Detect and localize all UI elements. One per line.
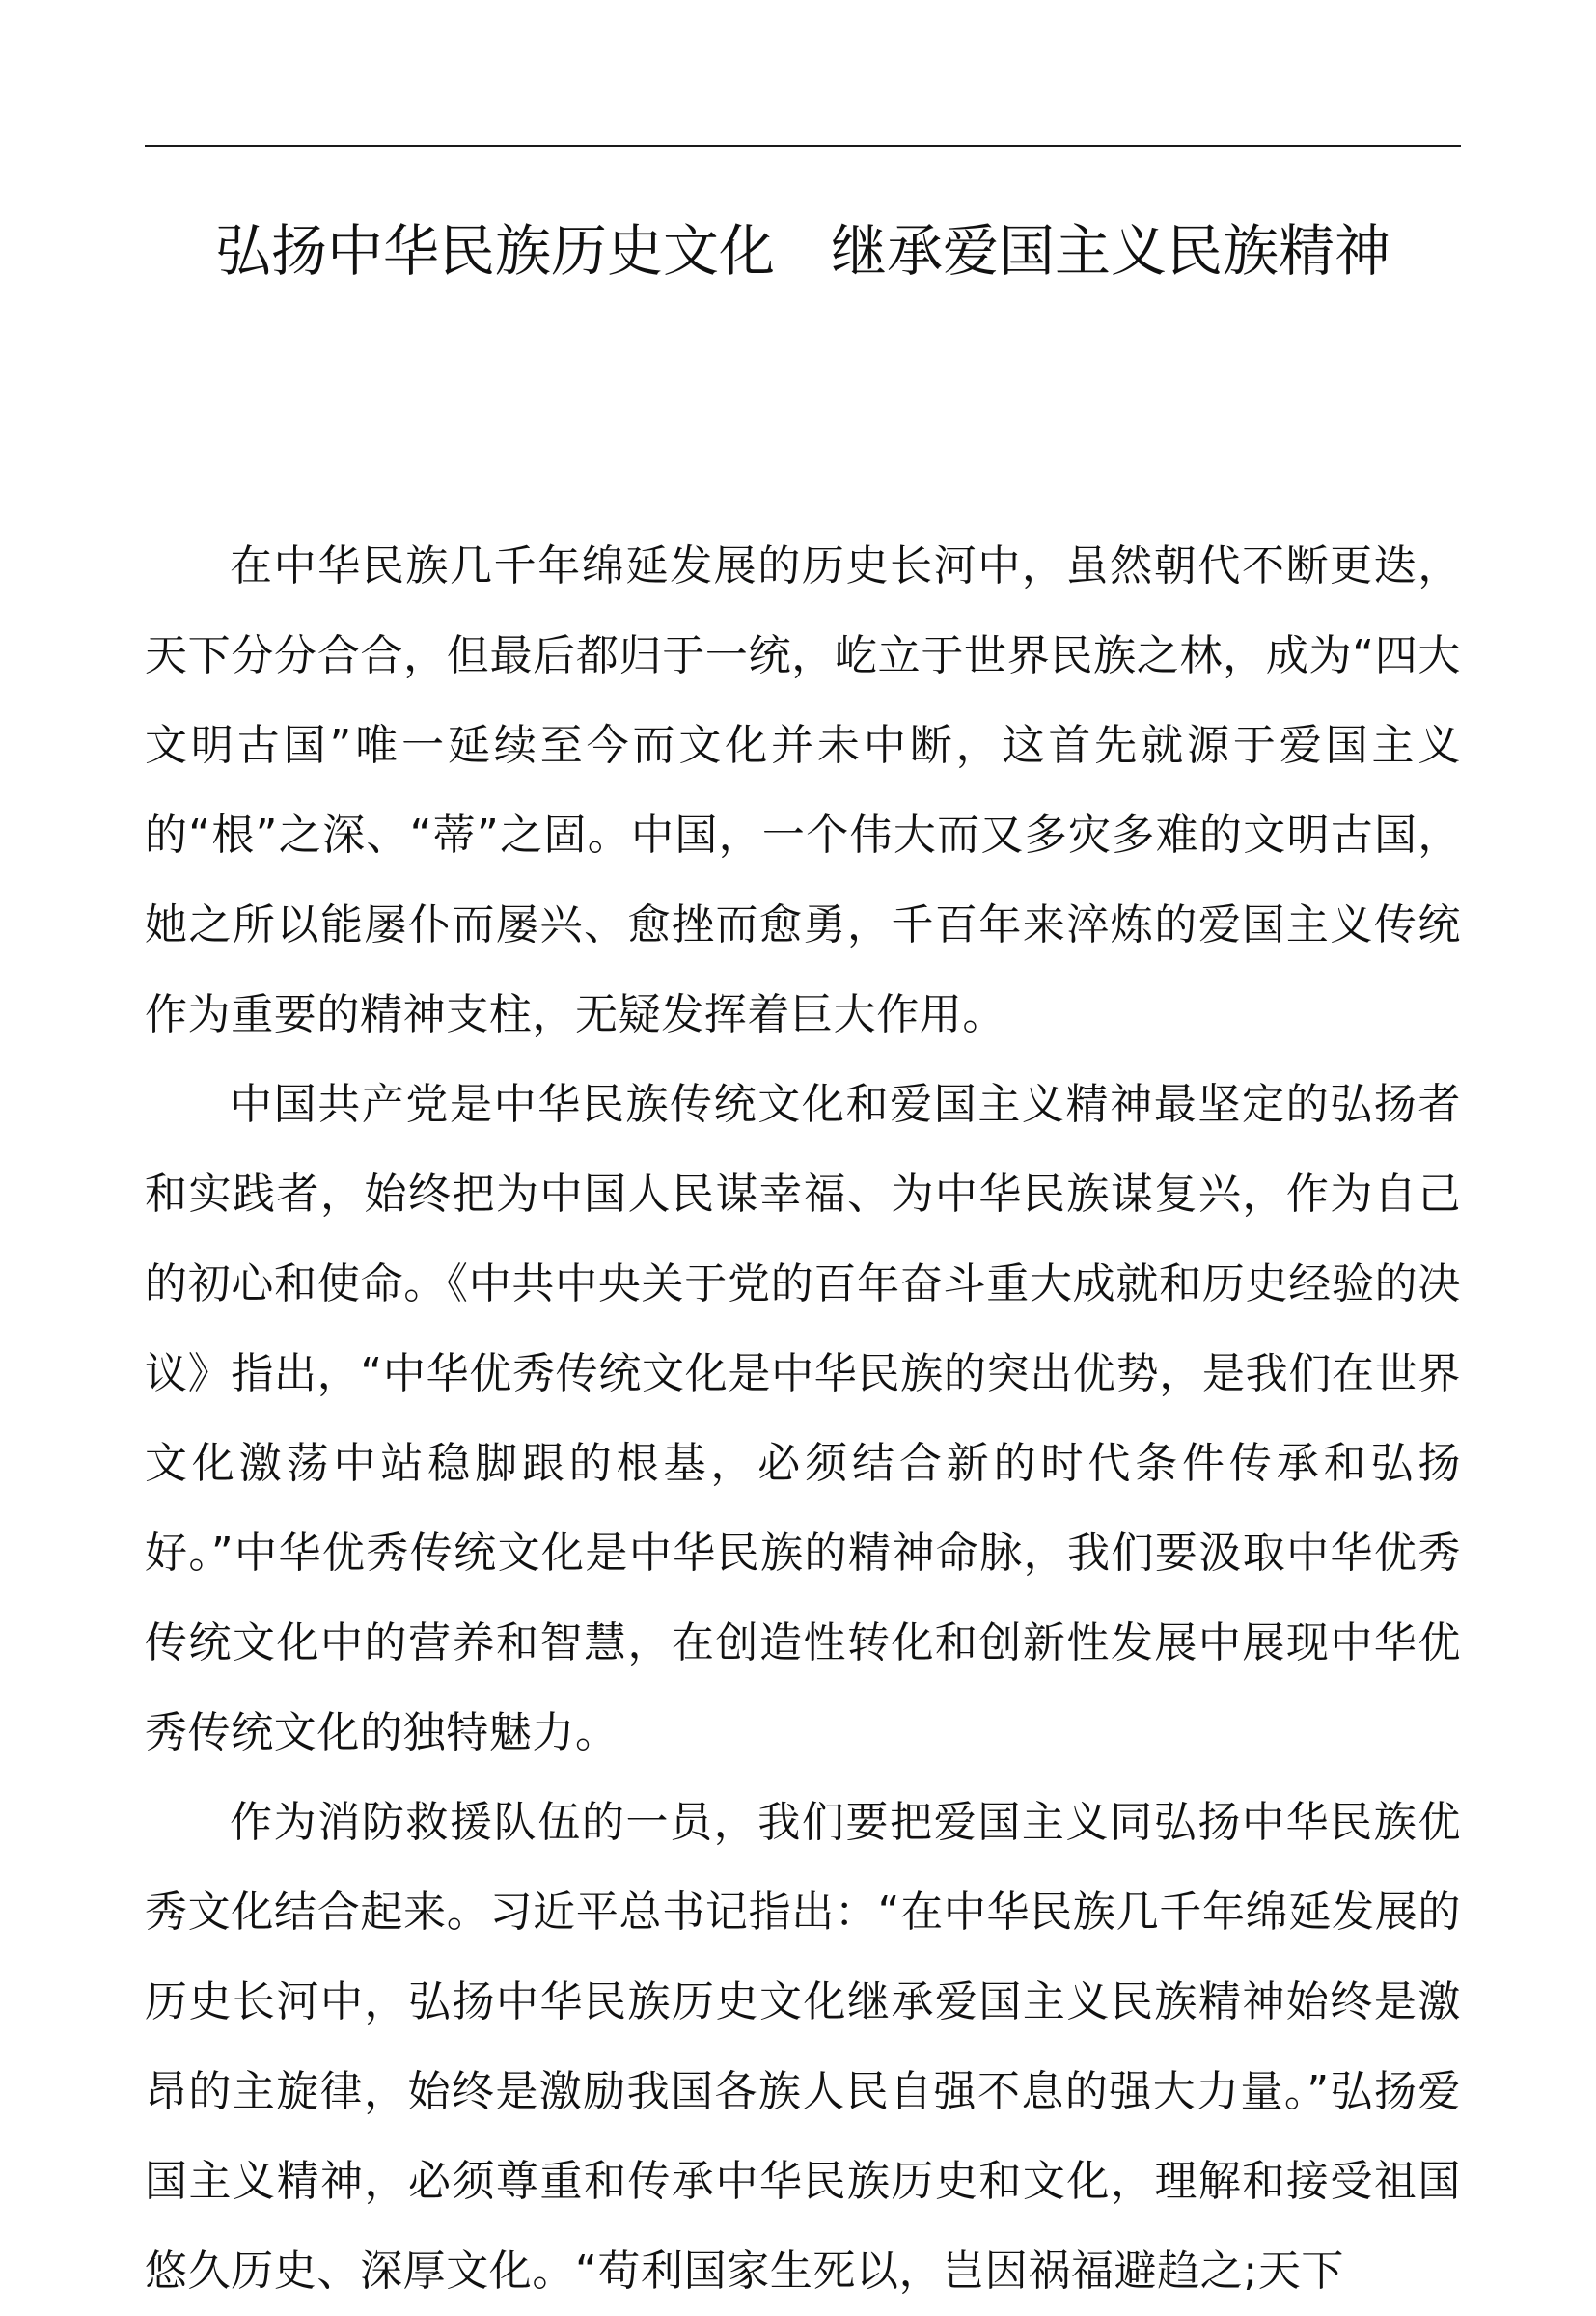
header-rule xyxy=(145,145,1461,147)
document-body xyxy=(145,521,1461,2316)
document-title: 弘扬中华民族历史文化 继承爱国主义民族精神 xyxy=(214,218,1390,284)
paragraph-1: 在中华民族几千年绵延发展的历史长河中，虽然朝代不断更迭，天下分分合合，但最后都归于一统，屹立于世界民族之林，成为“四大文明古国”唯一延续至今而文化并未中断，这首先就源于爱国主义的“根”之深、“蒂”之固。中国，一个伟大而又多灾多难的文明古国，她之所以能屡仆而屡兴、愈挫而愈勇，千百年来淬炼的爱国主义传统作为重要的精神支柱，无疑发挥着巨大作用。 xyxy=(145,541,1461,1039)
paragraph-2: 中国共产党是中华民族传统文化和爱国主义精神最坚定的弘扬者和实践者，始终把为中国人民谋幸福、为中华民族谋复兴，作为自己的初心和使命。《中共中央关于党的百年奋斗重大成就和历史经验的决议》指出，“中华优秀传统文化是中华民族的突出优势，是我们在世界文化激荡中站稳脚跟的根基，必须结合新的时代条件传承和弘扬好。”中华优秀传统文化是中华民族的精神命脉，我们要汲取中华优秀传统文化中的营养和智慧，在创造性转化和创新性发展中展现中华优秀传统文化的独特魅力。 xyxy=(145,1080,1461,1757)
paragraph-3: 作为消防救援队伍的一员，我们要把爱国主义同弘扬中华民族优秀文化结合起来。习近平总书记指出：“在中华民族几千年绵延发展的历史长河中，弘扬中华民族历史文化继承爱国主义民族精神始终是激昂的主旋律，始终是激励我国各族人民自强不息的强大力量。”弘扬爱国主义精神，必须尊重和传承中华民族历史和文化，理解和接受祖国悠久历史、深厚文化。“苟利国家生死以，岂因祸福避趋之;天下 xyxy=(145,1798,1461,2296)
